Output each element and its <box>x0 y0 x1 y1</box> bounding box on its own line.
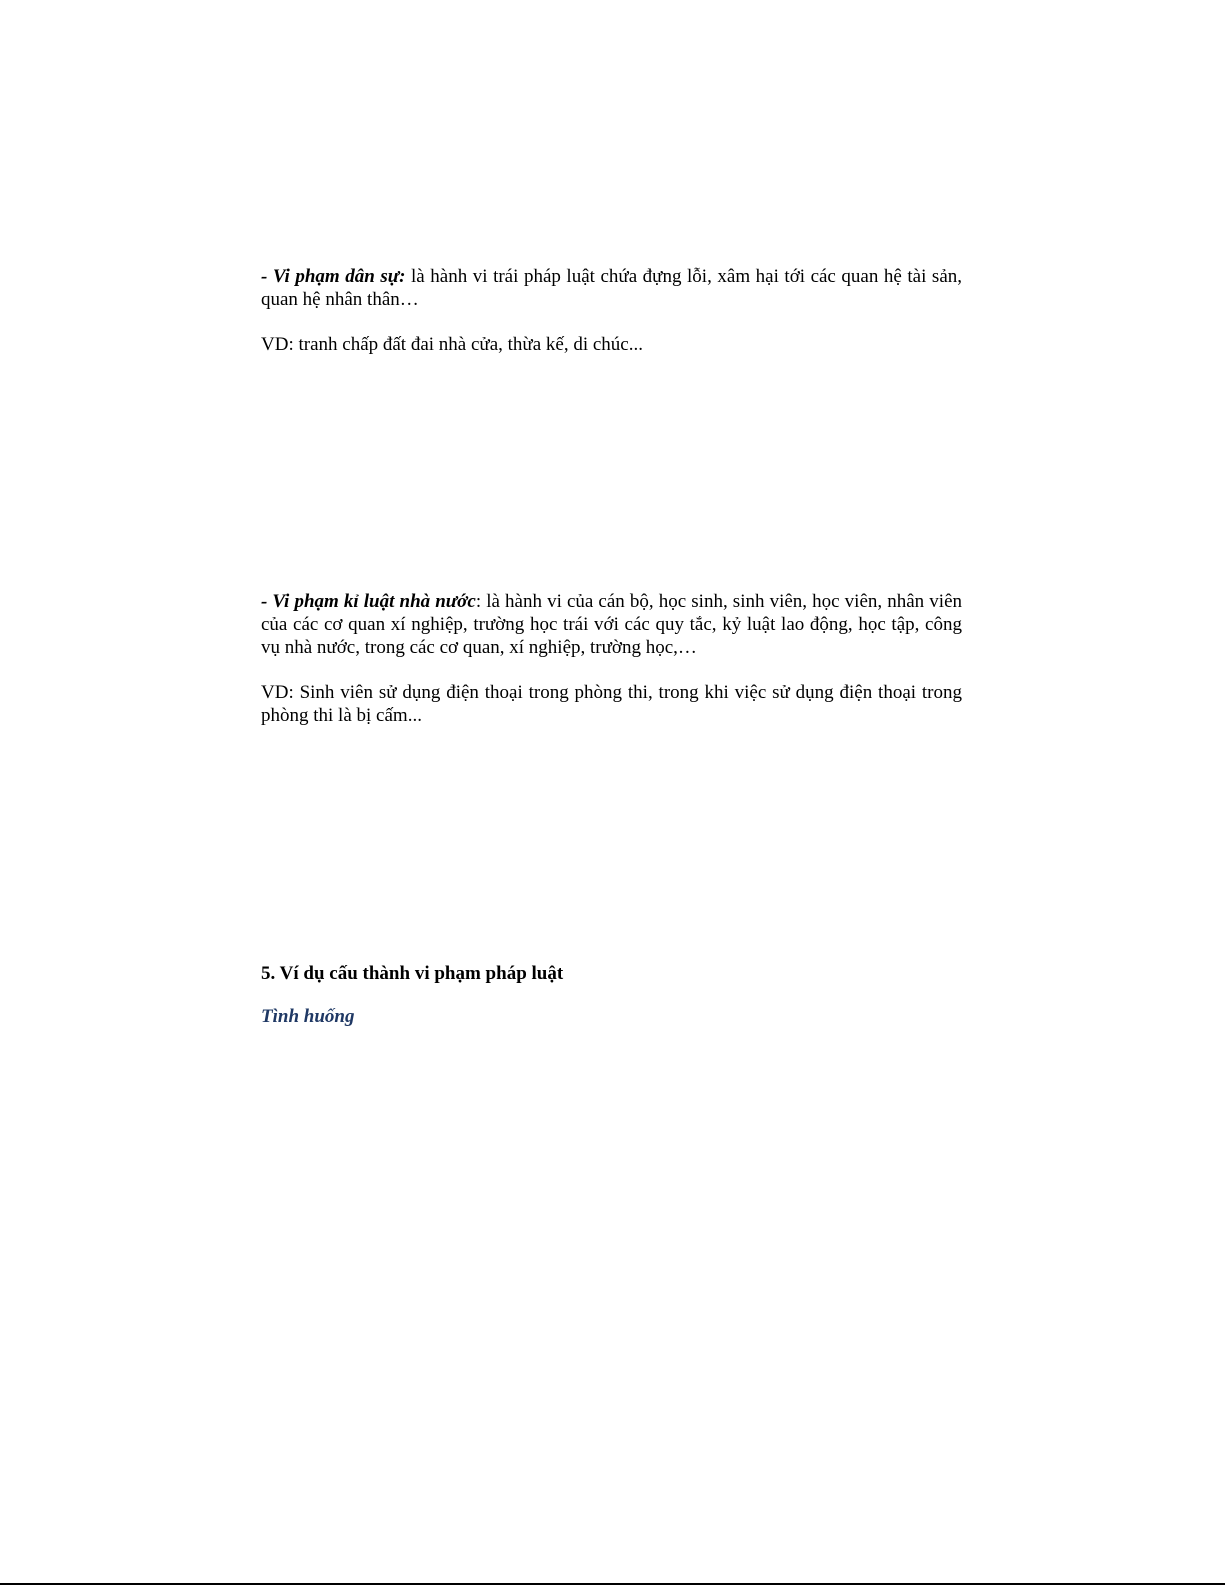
section-5-heading: 5. Ví dụ cấu thành vi phạm pháp luật <box>261 963 564 984</box>
civil-violation-term: - Vi phạm dân sự: <box>261 266 406 287</box>
situation-subheading: Tình huống <box>261 1006 355 1027</box>
civil-violation-paragraph <box>261 265 962 311</box>
discipline-violation-paragraph <box>261 590 962 659</box>
discipline-violation-definition: : là hành vi của cán bộ, học sinh, sinh viên, học viên, nhân viên của các cơ quan xí nghiệp, trường học trái với các quy tắc, kỷ luật lao động, học tập, công vụ nhà nước, trong các cơ quan, xí nghiệp, trường học,… <box>261 591 962 658</box>
civil-violation-example: VD: tranh chấp đất đai nhà cửa, thừa kế, di chúc... <box>261 334 643 355</box>
discipline-violation-term: - Vi phạm kỉ luật nhà nước <box>261 591 476 612</box>
civil-violation-definition: là hành vi trái pháp luật chứa đựng lỗi, xâm hại tới các quan hệ tài sản, quan hệ nhân thân… <box>261 266 962 310</box>
discipline-violation-example: VD: Sinh viên sử dụng điện thoại trong phòng thi, trong khi việc sử dụng điện thoại trong phòng thi là bị cấm... <box>261 682 962 726</box>
